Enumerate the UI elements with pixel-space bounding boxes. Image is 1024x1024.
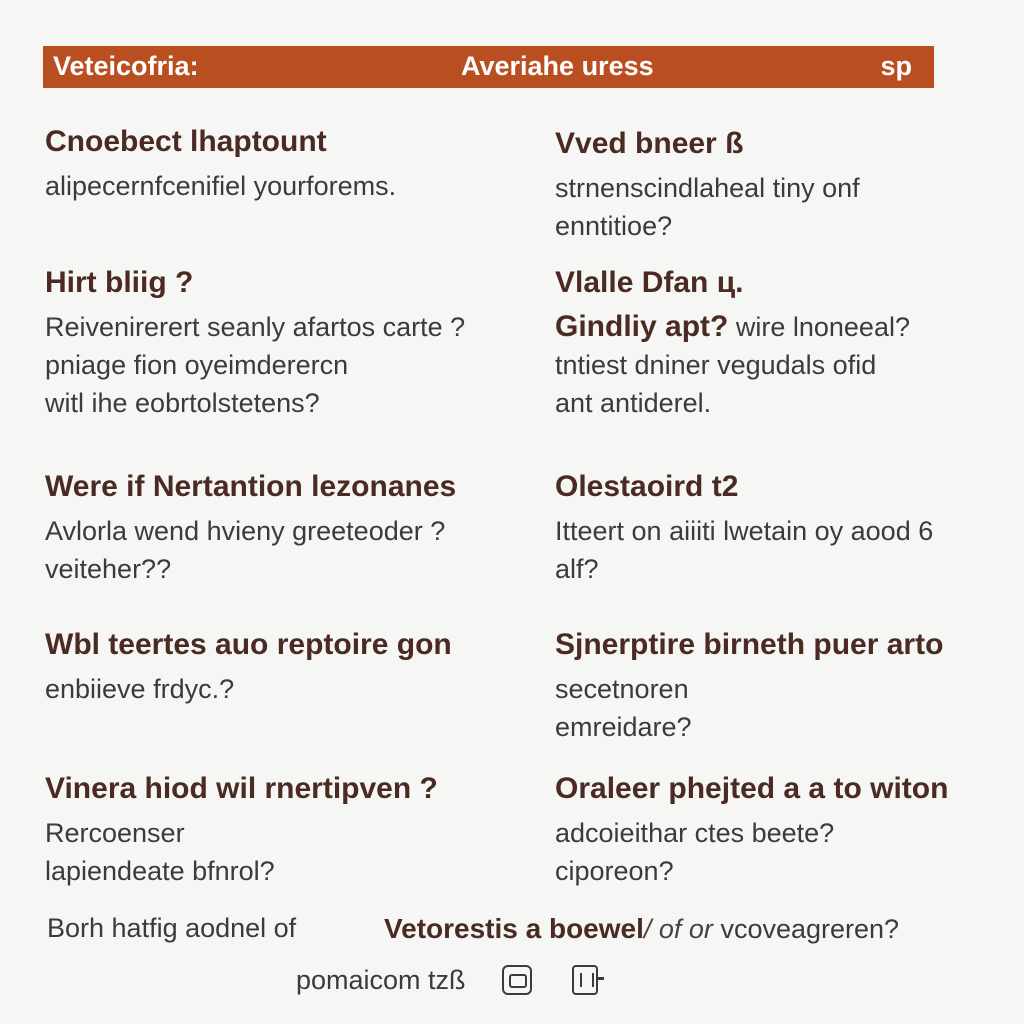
faq-question: Hirt bliig ?	[45, 266, 194, 299]
answer-line: enntitioe?	[555, 211, 673, 241]
answer-line: emreidare?	[555, 712, 692, 742]
faq-item-right-2	[555, 266, 910, 422]
answer-line: witl ihe eobrtolstetens?	[45, 388, 320, 418]
faq-question: Vinera hiod wil rnertipven ?	[45, 772, 438, 805]
frame-icon[interactable]	[502, 965, 532, 995]
answer-line: ciporeon?	[555, 856, 674, 886]
answer-line: Rercoenser	[45, 818, 185, 848]
faq-question: Cnoebect lhaptount	[45, 125, 327, 158]
answer-line: Avlorla wend hvieny greeteoder ?	[45, 516, 446, 546]
faq-question: Wbl teertes auo reptoire gon	[45, 628, 452, 661]
answer-line: Reivenirerert seanly afartos carte ?	[45, 312, 466, 342]
answer-line-rest: wire lnoneeal?	[735, 312, 910, 342]
answer-line: alf?	[555, 554, 599, 584]
faq-answer	[45, 308, 465, 422]
faq-item-right-5	[555, 772, 948, 890]
footer-left-text: Borh hatfig aodnel of	[47, 913, 297, 943]
header-title: Averiahe uress	[461, 51, 654, 81]
faq-question: Vved bneer ß	[555, 127, 744, 160]
faq-question: Sjnerptire birneth puer arto	[555, 628, 944, 661]
faq-item-left-2	[45, 266, 465, 422]
faq-answer	[555, 670, 943, 746]
faq-question: Were if Nertantion lezonanes	[45, 470, 457, 503]
footer-right-normal: vcoveagreren?	[720, 914, 900, 944]
faq-answer	[555, 512, 933, 588]
answer-line: pniage fion oyeimderercn	[45, 350, 349, 380]
answer-line: veiteher??	[45, 554, 172, 584]
header-right-label: sp	[880, 51, 912, 81]
faq-item-right-3	[555, 470, 933, 588]
faq-item-left-4	[45, 628, 452, 708]
answer-line: enbiieve frdyc.?	[45, 674, 235, 704]
faq-answer	[45, 814, 438, 890]
footer-right-italic: / of or	[643, 914, 713, 944]
answer-line: Itteert on aiiiti lwetain oy aood 6	[555, 516, 934, 546]
faq-answer	[45, 512, 456, 588]
answer-line: secetnoren	[555, 674, 689, 704]
faq-question: Oraleer phejted a a to witon	[555, 772, 949, 805]
faq-answer	[555, 169, 860, 245]
answer-line: alipecernfcenifiel yourforems.	[45, 171, 397, 201]
faq-question: Olestaoird t2	[555, 470, 739, 503]
header-left-label: Veteicofria:	[53, 51, 199, 81]
answer-lead: Gindliy apt?	[555, 310, 729, 343]
faq-item-left-1	[45, 125, 396, 205]
faq-answer	[555, 814, 948, 890]
faq-item-right-1	[555, 127, 860, 245]
footer-right-bold: Vetorestis a boewel	[384, 913, 644, 944]
faq-answer	[45, 167, 396, 205]
faq-item-left-5	[45, 772, 438, 890]
answer-line: lapiendeate bfnrol?	[45, 856, 275, 886]
faq-question: Vlalle Dfan ц.	[555, 266, 744, 299]
device-icon[interactable]	[572, 965, 598, 995]
footer-right-text	[384, 913, 899, 945]
answer-line: tntiest dniner vegudals ofid	[555, 350, 877, 380]
answer-line	[555, 308, 910, 346]
bottom-toolbar	[296, 960, 598, 1000]
header-bar	[43, 46, 934, 88]
faq-item-left-3	[45, 470, 456, 588]
faq-answer	[45, 670, 452, 708]
faq-answer	[555, 308, 910, 422]
answer-line: ant antiderel.	[555, 388, 712, 418]
answer-line: adcoieithar ctes beete?	[555, 818, 835, 848]
faq-item-right-4	[555, 628, 943, 746]
answer-line: strnenscindlaheal tiny onf	[555, 173, 860, 203]
bottom-label: pomaicom tzß	[296, 964, 466, 995]
